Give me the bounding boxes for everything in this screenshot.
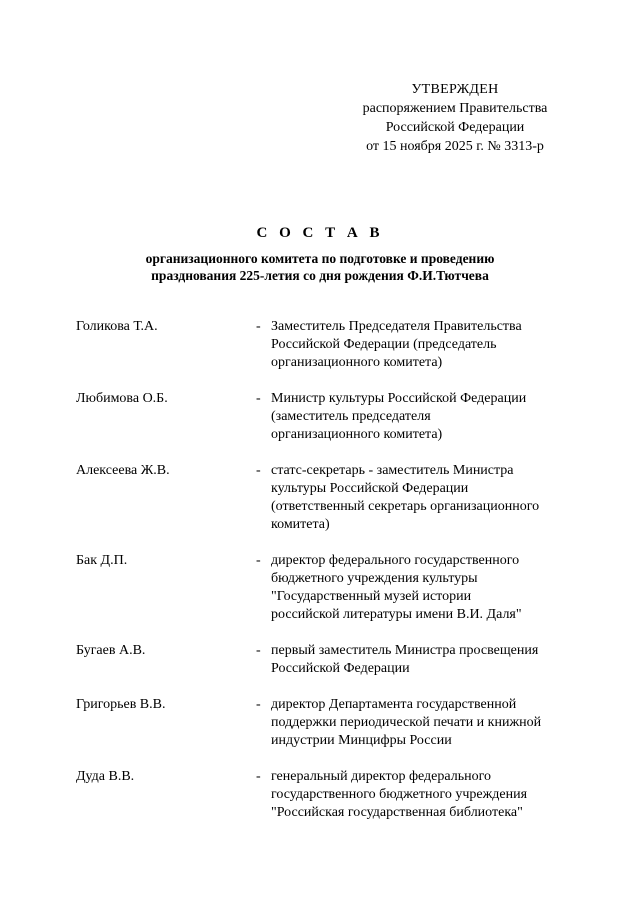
- member-name: Алексеева Ж.В.: [76, 463, 170, 478]
- member-role-line: генеральный директор федерального: [271, 769, 491, 784]
- member-name: Дуда В.В.: [76, 769, 135, 784]
- member-role-line: "Российская государственная библиотека": [271, 805, 523, 820]
- member-dash: -: [256, 391, 261, 406]
- document-title: С О С Т А В: [256, 225, 384, 241]
- member-role-line: бюджетного учреждения культуры: [271, 571, 478, 586]
- member-dash: -: [256, 697, 261, 712]
- approval-line-3: от 15 ноября 2025 г. № 3313-р: [366, 139, 544, 154]
- member-role-line: государственного бюджетного учреждения: [271, 787, 528, 802]
- member-role: [271, 696, 576, 750]
- member-role-line: (ответственный секретарь организационного: [271, 499, 540, 514]
- member-role-line: культуры Российской Федерации: [271, 481, 469, 496]
- member-row: [76, 390, 576, 444]
- approval-line-2: Российской Федерации: [385, 120, 525, 135]
- document-subtitle-line-2: празднования 225-летия со дня рождения Ф.И.Тютчева: [151, 268, 489, 283]
- approval-block: [340, 80, 570, 156]
- member-role-line: первый заместитель Министра просвещения: [271, 643, 539, 658]
- member-name: Бак Д.П.: [76, 553, 128, 568]
- members-list: [76, 318, 576, 840]
- member-role-line: комитета): [271, 517, 330, 532]
- member-role-line: Министр культуры Российской Федерации: [271, 391, 527, 406]
- member-name: Голикова Т.А.: [76, 319, 158, 334]
- member-role-line: (заместитель председателя: [271, 409, 431, 424]
- member-role-line: Заместитель Председателя Правительства: [271, 319, 522, 334]
- member-role-line: поддержки периодической печати и книжной: [271, 715, 542, 730]
- member-role: [271, 462, 576, 534]
- member-role: [271, 318, 576, 372]
- member-role-line: организационного комитета): [271, 427, 443, 442]
- member-role: [271, 552, 576, 624]
- member-dash: -: [256, 643, 261, 658]
- member-row: [76, 696, 576, 750]
- member-name: Григорьев В.В.: [76, 697, 166, 712]
- member-row: [76, 552, 576, 624]
- member-row: [76, 318, 576, 372]
- approval-title: УТВЕРЖДЕН: [411, 82, 499, 97]
- member-name: Любимова О.Б.: [76, 391, 168, 406]
- document-subtitle-line-1: организационного комитета по подготовке и проведению: [145, 251, 495, 266]
- member-dash: -: [256, 463, 261, 478]
- approval-line-1: распоряжением Правительства: [362, 101, 548, 116]
- member-role: [271, 768, 576, 822]
- member-row: [76, 642, 576, 678]
- member-role-line: директор федерального государственного: [271, 553, 520, 568]
- member-role: [271, 642, 576, 678]
- member-name: Бугаев А.В.: [76, 643, 146, 658]
- member-role-line: российской литературы имени В.И. Даля": [271, 607, 522, 622]
- member-row: [76, 768, 576, 822]
- member-role: [271, 390, 576, 444]
- member-dash: -: [256, 319, 261, 334]
- member-role-line: организационного комитета): [271, 355, 443, 370]
- member-row: [76, 462, 576, 534]
- member-role-line: Российской Федерации (председатель: [271, 337, 497, 352]
- member-role-line: индустрии Минцифры России: [271, 733, 452, 748]
- member-dash: -: [256, 769, 261, 784]
- member-role-line: "Государственный музей истории: [271, 589, 472, 604]
- member-role-line: статс-секретарь - заместитель Министра: [271, 463, 514, 478]
- document-heading: [0, 225, 640, 284]
- member-role-line: директор Департамента государственной: [271, 697, 517, 712]
- member-dash: -: [256, 553, 261, 568]
- member-role-line: Российской Федерации: [271, 661, 410, 676]
